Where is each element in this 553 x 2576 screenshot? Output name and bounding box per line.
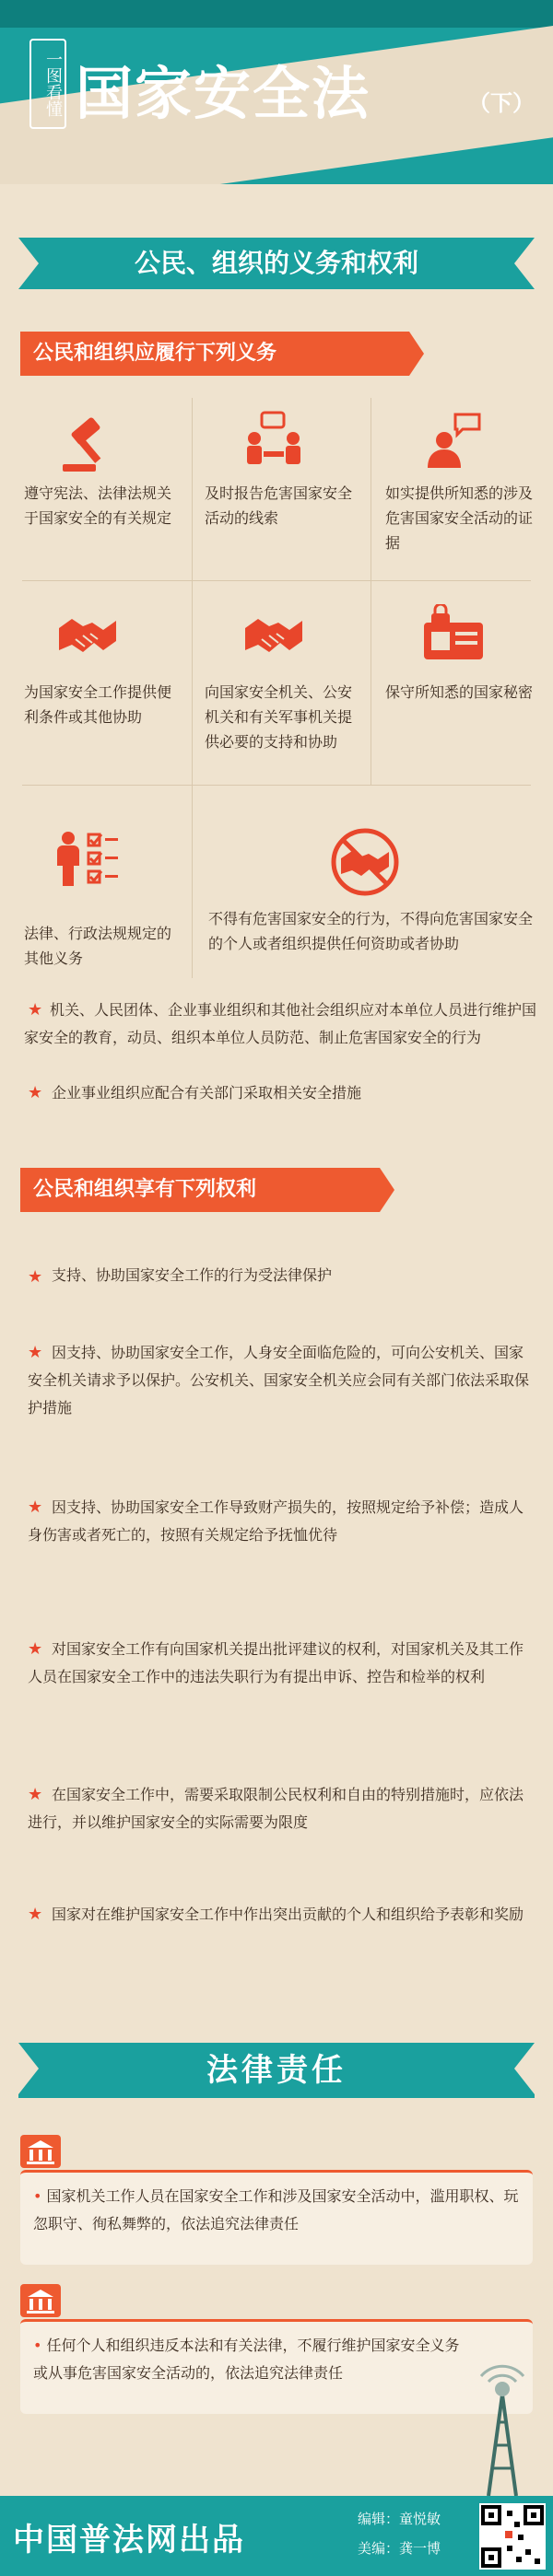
planner-label: 编辑： (358, 2511, 400, 2527)
star-bullet-icon: ★ (28, 1000, 43, 1020)
duty-text: 及时报告危害国家安全活动的线索 (205, 484, 353, 527)
right-item: 因支持、协助国家安全工作，人身安全面临危险的，可向公安机关、国家安全机关请求予以保护。公安机关、国家安全机关应会同有关部门依法采取保护措施 (28, 1344, 530, 1416)
star-bullet-icon: ★ (28, 1083, 43, 1102)
rights-tab-label: 公民和组织享有下列权利 (33, 1178, 257, 1201)
bullet-dot-icon: • (33, 2187, 42, 2205)
designer-label: 美编： (358, 2540, 400, 2557)
duty-text: 不得有危害国家安全的行为，不得向危害国家安全的个人或者组织提供任何资助或者协助 (208, 910, 534, 952)
meeting-chat-icon (241, 411, 306, 470)
duties-tab (20, 332, 409, 376)
duty-text: 遵守宪法、法律法规关于国家安全的有关规定 (24, 484, 172, 527)
liability-item (33, 2183, 522, 2238)
banner-notch-left (18, 2043, 39, 2094)
duty-text: 如实提供所知悉的涉及危害国家安全活动的证据 (385, 484, 534, 552)
grid-divider (22, 580, 531, 581)
right-item: 国家对在维护国家安全工作中作出突出贡献的个人和组织给予表彰和奖励 (52, 1906, 524, 1923)
lock-card-icon (422, 604, 487, 663)
planner-name: 童悦敏 (399, 2511, 441, 2527)
banner-notch-right (514, 238, 535, 289)
grid-divider (22, 785, 531, 786)
star-bullet-icon: ★ (28, 1639, 43, 1659)
duty-note: 机关、人民团体、企业事业组织和其他社会组织应对本单位人员进行维护国家安全的教育，动员、组织本单位人员防范、制止危害国家安全的行为 (24, 1001, 537, 1046)
star-bullet-icon: ★ (28, 1785, 43, 1804)
liability-text: 国家机关工作人员在国家安全工作和涉及国家安全活动中，滥用职权、玩忽职守、徇私舞弊的，依法追究法律责任 (33, 2187, 519, 2232)
banner-notch-right (514, 2043, 535, 2094)
liability-text: 任何个人和组织违反本法和有关法律，不履行维护国家安全义务或从事危害国家安全活动的，依法追究法律责任 (33, 2337, 460, 2382)
duty-text: 为国家安全工作提供便利条件或其他协助 (24, 683, 172, 726)
duty-text: 向国家安全机关、公安机关和有关军事机关提供必要的支持和协助 (205, 683, 353, 751)
right-item: 因支持、协助国家安全工作导致财产损失的，按照规定给予补偿；造成人身伤害或者死亡的，按照有关规定给予抚恤优待 (28, 1498, 524, 1544)
speaking-person-icon (422, 411, 487, 470)
section-title: 法律责任 (206, 2052, 347, 2089)
section-banner-liability (18, 2043, 535, 2098)
bullet-dot-icon: • (33, 2337, 42, 2354)
right-item: 对国家安全工作有向国家机关提出批评建议的权利，对国家机关及其工作人员在国家安全工作中的违法失职行为有提出申诉、控告和检举的权利 (28, 1640, 524, 1685)
duty-text: 法律、行政法规规定的其他义务 (24, 925, 172, 967)
handshake-icon (55, 608, 120, 667)
right-item: 支持、协助国家安全工作的行为受法律保护 (52, 1266, 333, 1284)
footer-designer (358, 2538, 441, 2558)
grid-divider (192, 398, 193, 978)
section-banner-obligations (18, 238, 535, 289)
qr-code (479, 2503, 546, 2570)
checklist-person-icon (55, 829, 120, 888)
footer-planner (358, 2509, 441, 2528)
page-subtitle: （下） (468, 90, 535, 116)
star-bullet-icon: ★ (28, 1905, 43, 1924)
duties-tab-label: 公民和组织应履行下列义务 (33, 342, 277, 365)
footer-brand: 中国普法网出品 (13, 2522, 245, 2559)
header-top-strip (0, 0, 553, 28)
no-handshake-icon (328, 825, 402, 899)
liability-item (33, 2332, 466, 2387)
court-icon (20, 2284, 61, 2317)
header-badge: 一图看懂 (29, 39, 66, 129)
designer-name: 龚一博 (399, 2540, 441, 2557)
page-title: 国家安全法 (76, 60, 371, 127)
handshake-icon (241, 608, 306, 667)
footer (0, 2496, 553, 2576)
star-bullet-icon: ★ (28, 1343, 43, 1362)
section-title: 公民、组织的义务和权利 (134, 248, 418, 278)
star-bullet-icon: ★ (28, 1498, 43, 1517)
court-icon (20, 2135, 61, 2168)
star-bullet-icon: ★ (28, 1267, 43, 1287)
right-item: 在国家安全工作中，需要采取限制公民权利和自由的特别措施时，应依法进行，并以维护国家安全的实际需要为限度 (28, 1786, 524, 1831)
duty-note: 企业事业组织应配合有关部门采取相关安全措施 (52, 1084, 362, 1102)
signal-tower-icon (461, 2358, 544, 2496)
rights-tab (20, 1168, 380, 1212)
gavel-icon (55, 416, 120, 475)
header-banner (0, 0, 553, 184)
duty-text: 保守所知悉的国家秘密 (385, 683, 534, 701)
banner-notch-left (18, 238, 39, 289)
